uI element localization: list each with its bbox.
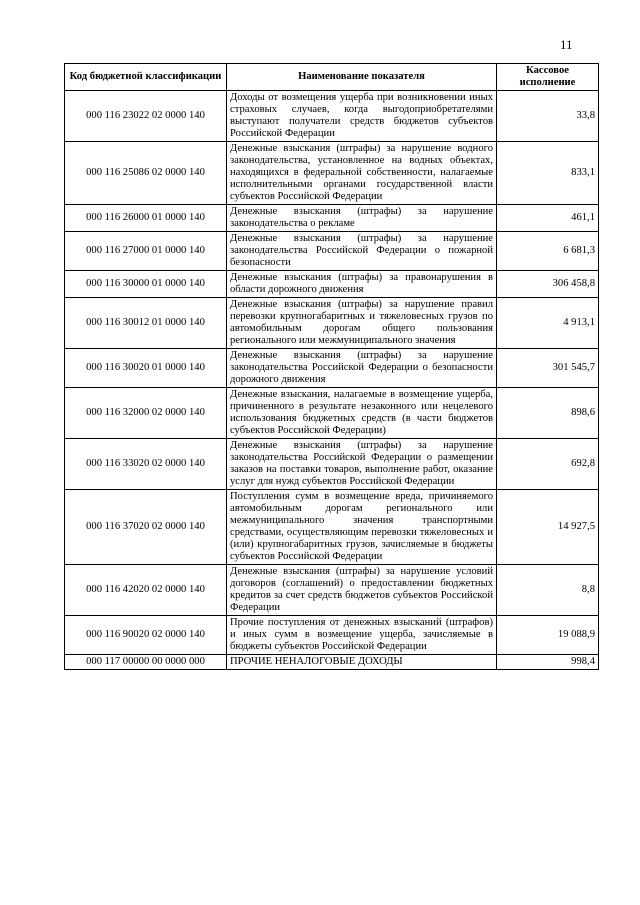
row-name-cell: Денежные взыскания (штрафы) за нарушение законодательства о рекламе: [227, 205, 497, 232]
row-code-cell: 000 116 25086 02 0000 140: [65, 142, 227, 205]
row-amount-cell: 833,1: [497, 142, 599, 205]
table-row: [65, 298, 599, 349]
row-amount-cell: 19 088,9: [497, 616, 599, 655]
row-name-cell: Поступления сумм в возмещение вреда, причиняемого автомобильным дорогам регионального или межмуниципального значения транспортными средствами, осуществляющим перевозки тяжеловесных и (или) крупногабаритных грузов, зачисляемые в бюджеты субъектов Российской Федерации: [227, 490, 497, 565]
row-name-cell: Денежные взыскания, налагаемые в возмещение ущерба, причиненного в результате незаконного или нецелевого использования бюджетных средств (в части бюджетов субъектов Российской Федерации): [227, 388, 497, 439]
row-amount-cell: 461,1: [497, 205, 599, 232]
row-amount-cell: 301 545,7: [497, 349, 599, 388]
row-amount-cell: 998,4: [497, 655, 599, 670]
table-row: [65, 388, 599, 439]
row-code-cell: 000 116 30020 01 0000 140: [65, 349, 227, 388]
row-amount-cell: 6 681,3: [497, 232, 599, 271]
table-row: [65, 91, 599, 142]
table-row: [65, 142, 599, 205]
row-code-cell: 000 116 23022 02 0000 140: [65, 91, 227, 142]
row-code-cell: 000 116 33020 02 0000 140: [65, 439, 227, 490]
row-code-cell: 000 116 30000 01 0000 140: [65, 271, 227, 298]
row-name-cell: Прочие поступления от денежных взысканий (штрафов) и иных сумм в возмещение ущерба, зачисляемые в бюджеты субъектов Российской Федерации: [227, 616, 497, 655]
table-body: [65, 91, 599, 670]
row-amount-cell: 898,6: [497, 388, 599, 439]
table-row: [65, 232, 599, 271]
row-amount-cell: 4 913,1: [497, 298, 599, 349]
row-name-cell: Денежные взыскания (штрафы) за нарушение условий договоров (соглашений) о предоставлении бюджетных кредитов за счет средств бюджетов субъектов Российской Федерации: [227, 565, 497, 616]
row-amount-cell: 306 458,8: [497, 271, 599, 298]
row-code-cell: 000 116 26000 01 0000 140: [65, 205, 227, 232]
row-code-cell: 000 117 00000 00 0000 000: [65, 655, 227, 670]
table-row: [65, 205, 599, 232]
table-row: [65, 271, 599, 298]
table-header-row: [65, 64, 599, 91]
row-name-cell: Доходы от возмещения ущерба при возникновении иных страховых случаев, когда выгодоприобретателями выступают получатели средств бюджетов субъектов Российской Федерации: [227, 91, 497, 142]
row-name-cell: Денежные взыскания (штрафы) за нарушение правил перевозки крупногабаритных и тяжеловесных грузов по автомобильным дорогам общего пользования регионального или межмуниципального значения: [227, 298, 497, 349]
row-name-cell: Денежные взыскания (штрафы) за нарушение водного законодательства, установленное на водных объектах, находящихся в федеральной собственности, налагаемые исполнительными органами государственной власти субъектов Российской Федерации: [227, 142, 497, 205]
row-name-cell: Денежные взыскания (штрафы) за нарушение законодательства Российской Федерации о безопасности дорожного движения: [227, 349, 497, 388]
row-code-cell: 000 116 30012 01 0000 140: [65, 298, 227, 349]
row-amount-cell: 692,8: [497, 439, 599, 490]
table-row: [65, 349, 599, 388]
table-row: [65, 655, 599, 670]
budget-execution-table: [64, 63, 599, 670]
row-code-cell: 000 116 42020 02 0000 140: [65, 565, 227, 616]
page-number: 11: [560, 37, 573, 52]
row-code-cell: 000 116 90020 02 0000 140: [65, 616, 227, 655]
row-name-cell: Денежные взыскания (штрафы) за нарушение законодательства Российской Федерации о размещении заказов на поставки товаров, выполнение работ, оказание услуг для нужд субъектов Российской Федерации: [227, 439, 497, 490]
header-amount: Кассовое исполнение: [497, 64, 599, 91]
header-code: Код бюджетной классификации: [65, 64, 227, 91]
row-name-cell: ПРОЧИЕ НЕНАЛОГОВЫЕ ДОХОДЫ: [227, 655, 497, 670]
row-amount-cell: 8,8: [497, 565, 599, 616]
row-code-cell: 000 116 27000 01 0000 140: [65, 232, 227, 271]
table-row: [65, 616, 599, 655]
row-amount-cell: 14 927,5: [497, 490, 599, 565]
table-row: [65, 439, 599, 490]
row-amount-cell: 33,8: [497, 91, 599, 142]
row-name-cell: Денежные взыскания (штрафы) за правонарушения в области дорожного движения: [227, 271, 497, 298]
row-code-cell: 000 116 37020 02 0000 140: [65, 490, 227, 565]
header-name: Наименование показателя: [227, 64, 497, 91]
table-row: [65, 490, 599, 565]
row-code-cell: 000 116 32000 02 0000 140: [65, 388, 227, 439]
row-name-cell: Денежные взыскания (штрафы) за нарушение законодательства Российской Федерации о пожарной безопасности: [227, 232, 497, 271]
table-row: [65, 565, 599, 616]
